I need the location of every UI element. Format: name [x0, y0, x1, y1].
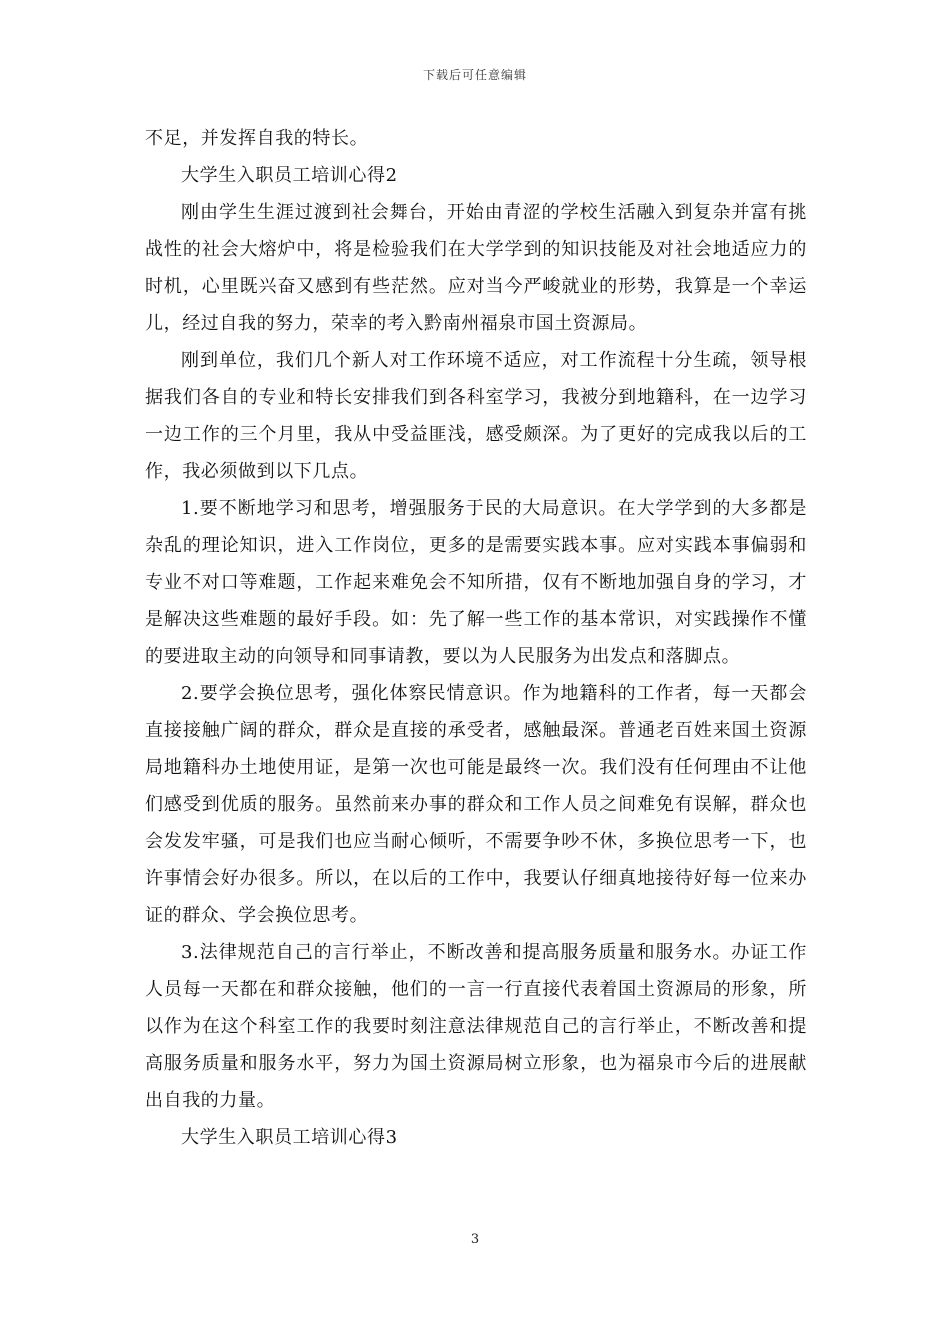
page-header: 下载后可任意编辑	[422, 68, 527, 82]
section-heading-3: 大学生入职员工培训心得3	[181, 1127, 398, 1148]
paragraph-arrival: 刚到单位，我们几个新人对工作环境不适应，对工作流程十分生疏，领导根据我们各自的专业和特长安排我们到各科室学习，我被分到地籍科，在一边学习一边工作的三个月里，我从中受益匪浅，感受颇深。为了更好的完成我以后的工作，我必须做到以下几点。	[145, 350, 807, 482]
paragraph-continuation: 不足，并发挥自我的特长。	[145, 128, 369, 149]
document-body	[145, 120, 807, 1156]
section-heading-2: 大学生入职员工培训心得2	[181, 165, 398, 186]
paragraph-point-1: 1.要不断地学习和思考，增强服务于民的大局意识。在大学学到的大多都是杂乱的理论知识，进入工作岗位，更多的是需要实践本事。应对实践本事偏弱和专业不对口等难题，工作起来难免会不知所措，仅有不断地加强自身的学习，才是解决这些难题的最好手段。如：先了解一些工作的基本常识，对实践操作不懂的要进取主动的向领导和同事请教，要以为人民服务为出发点和落脚点。	[145, 498, 807, 667]
paragraph-intro: 刚由学生生涯过渡到社会舞台，开始由青涩的学校生活融入到复杂并富有挑战性的社会大熔炉中，将是检验我们在大学学到的知识技能及对社会地适应力的时机，心里既兴奋又感到有些茫然。应对当今严峻就业的形势，我算是一个幸运儿，经过自我的努力，荣幸的考入黔南州福泉市国土资源局。	[145, 202, 807, 334]
page-number: 3	[470, 1232, 480, 1247]
paragraph-point-3: 3.法律规范自己的言行举止，不断改善和提高服务质量和服务水。办证工作人员每一天都在和群众接触，他们的一言一行直接代表着国土资源局的形象，所以作为在这个科室工作的我要时刻注意法律规范自己的言行举止，不断改善和提高服务质量和服务水平，努力为国土资源局树立形象，也为福泉市今后的进展献出自我的力量。	[145, 942, 807, 1111]
paragraph-point-2: 2.要学会换位思考，强化体察民情意识。作为地籍科的工作者，每一天都会直接接触广阔的群众，群众是直接的承受者，感触最深。普通老百姓来国土资源局地籍科办土地使用证，是第一次也可能是最终一次。我们没有任何理由不让他们感受到优质的服务。虽然前来办事的群众和工作人员之间难免有误解，群众也会发发牢骚，可是我们也应当耐心倾听，不需要争吵不休，多换位思考一下，也许事情会好办很多。所以，在以后的工作中，我要认仔细真地接待好每一位来办证的群众、学会换位思考。	[145, 683, 807, 926]
